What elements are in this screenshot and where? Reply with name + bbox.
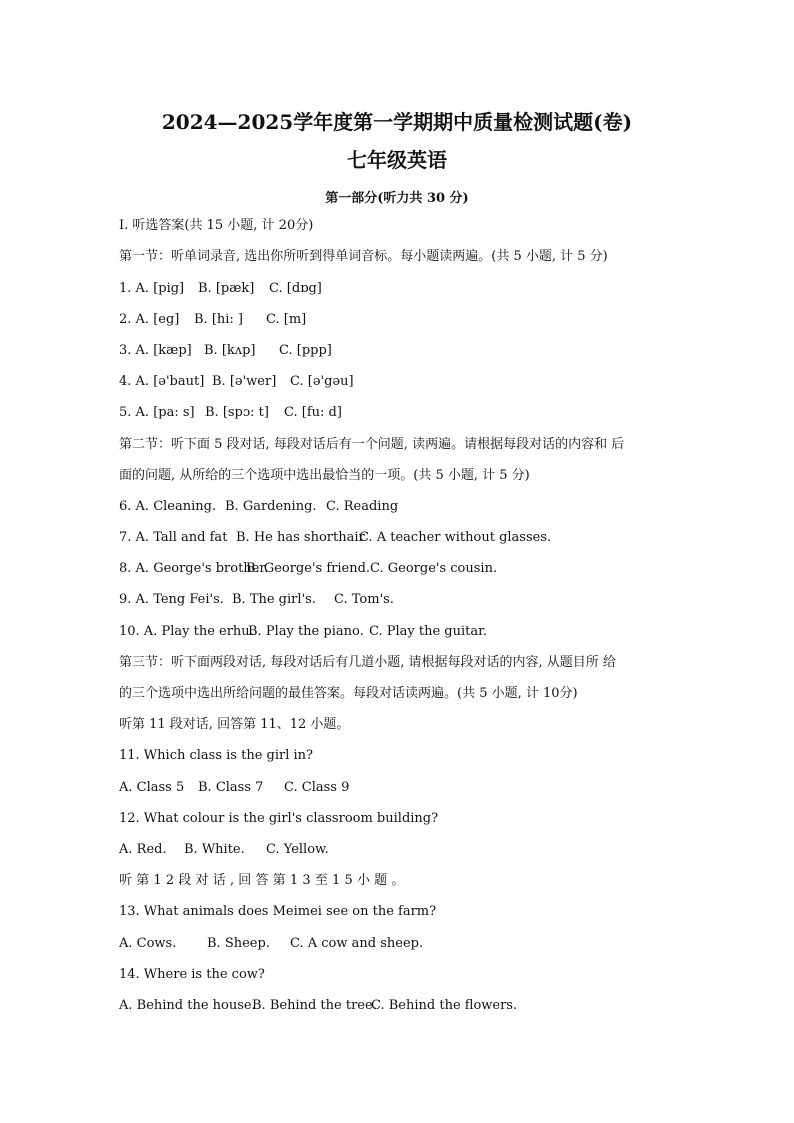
q14-option-c: C. Behind the flowers.	[371, 998, 518, 1013]
q11-option-a: A. Class 5	[119, 780, 185, 795]
q6-option-b: B. Gardening.	[225, 499, 317, 514]
part-title: 第一部分(听力共 30 分)	[325, 191, 469, 206]
q3-option-b: B. [kʌp]	[204, 343, 256, 358]
q7-option-c: C. A teacher without glasses.	[359, 530, 552, 545]
q1-option-a: 1. A. [pig]	[119, 281, 185, 296]
q14-option-a: A. Behind the house.	[119, 998, 256, 1013]
q12-option-b: B. White.	[184, 842, 245, 857]
q11-option-b: B. Class 7	[198, 780, 264, 795]
q5-option-b: B. [spɔ: t]	[205, 405, 269, 420]
q1-option-b: B. [pæk]	[198, 281, 255, 296]
q10-option-c: C. Play the guitar.	[369, 624, 488, 639]
q3-option-a: 3. A. [kæp]	[119, 343, 192, 358]
q8-option-c: C. George's cousin.	[370, 561, 498, 576]
q4-option-c: C. [ə'gəu]	[290, 374, 354, 389]
q10-option-a: 10. A. Play the erhu.	[119, 624, 254, 639]
q4-option-a: 4. A. [ə'baut]	[119, 374, 205, 389]
part3-instruction-line1: 第三节：听下面两段对话, 每段对话后有几道小题, 请根据每段对话的内容, 从题目所 给	[119, 655, 616, 670]
q9-option-c: C. Tom's.	[334, 592, 394, 607]
q7-option-a: 7. A. Tall and fat	[119, 530, 228, 545]
q13-option-a: A. Cows.	[119, 936, 177, 951]
part2-instruction-line1: 第二节：听下面 5 段对话, 每段对话后有一个问题, 读两遍。请根据每段对话的内容和 后	[119, 437, 625, 452]
q6-option-a: 6. A. Cleaning.	[119, 499, 217, 514]
q10-option-b: B. Play the piano.	[248, 624, 364, 639]
q9-option-b: B. The girl's.	[232, 592, 316, 607]
q13-option-c: C. A cow and sheep.	[290, 936, 424, 951]
part3-instruction-line2: 的三个选项中选出所给问题的最佳答案。每段对话读两遍。(共 5 小题, 计 10分)	[119, 686, 578, 701]
question-12: 12. What colour is the girl's classroom building?	[119, 811, 439, 826]
q5-option-c: C. [fu: d]	[284, 405, 342, 420]
q4-option-b: B. [ə'wer]	[212, 374, 277, 389]
exam-subtitle: 七年级英语	[347, 148, 447, 172]
section-heading: I. 听选答案(共 15 小题, 计 20分)	[119, 218, 314, 233]
part1-instruction: 第一节：听单词录音, 选出你所听到得单词音标。每小题读两遍。(共 5 小题, 计 5 分)	[119, 249, 608, 264]
dialogue-11-heading: 听第 11 段对话, 回答第 11、12 小题。	[119, 717, 350, 732]
q2-option-c: C. [m]	[266, 312, 307, 327]
q12-option-c: C. Yellow.	[266, 842, 329, 857]
q11-option-c: C. Class 9	[284, 780, 350, 795]
q8-option-b: B. George's friend.	[246, 561, 371, 576]
dialogue-12-heading: 听第12段对话,回答第13至15小题。	[119, 873, 409, 888]
q12-option-a: A. Red.	[119, 842, 167, 857]
q2-option-a: 2. A. [eg]	[119, 312, 180, 327]
q9-option-a: 9. A. Teng Fei's.	[119, 592, 224, 607]
question-11: 11. Which class is the girl in?	[119, 748, 314, 763]
q7-option-b: B. He has shorthair	[236, 530, 365, 545]
q1-option-c: C. [dɒg]	[269, 281, 322, 296]
q5-option-a: 5. A. [pa: s]	[119, 405, 195, 420]
exam-title: 2024—2025学年度第一学期期中质量检测试题(卷)	[161, 110, 633, 134]
q8-option-a: 8. A. George's brother.	[119, 561, 269, 576]
part2-instruction-line2: 面的问题, 从所给的三个选项中选出最恰当的一项。(共 5 小题, 计 5 分)	[119, 468, 530, 483]
q3-option-c: C. [ppp]	[279, 343, 332, 358]
q14-option-b: B. Behind the tree.	[252, 998, 377, 1013]
question-14: 14. Where is the cow?	[119, 967, 265, 982]
q2-option-b: B. [hi: ]	[194, 312, 244, 327]
q13-option-b: B. Sheep.	[207, 936, 270, 951]
question-13: 13. What animals does Meimei see on the farm?	[119, 904, 437, 919]
q6-option-c: C. Reading	[326, 499, 399, 514]
